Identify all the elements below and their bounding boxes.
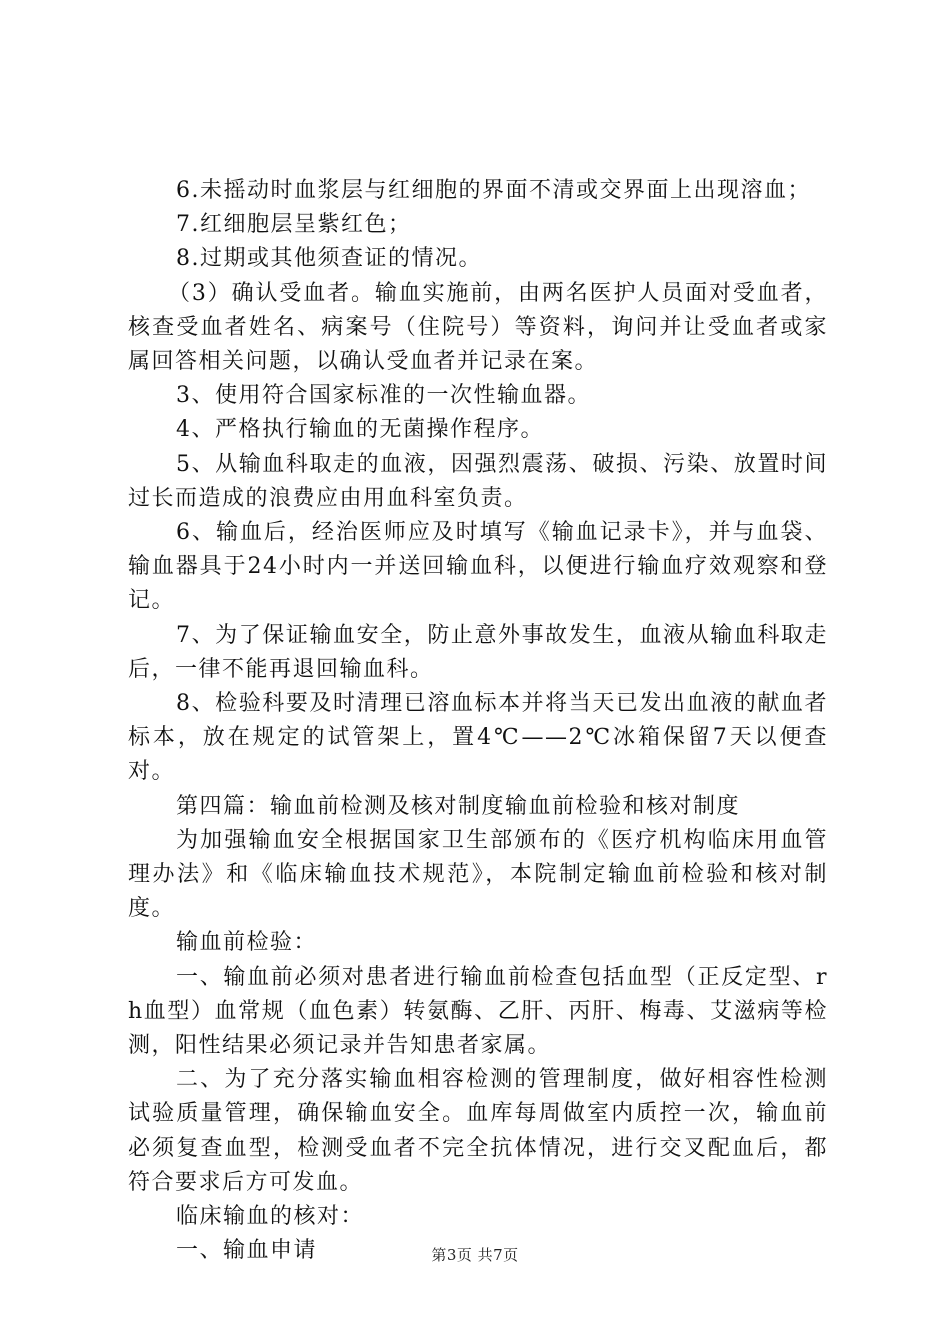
subheading-pre-transfusion-test: 输血前检验： [176, 930, 318, 956]
paragraph-confirm-recipient: （3）确认受血者。输血实施前，由两名医护人员面对受血者，核查受血者姓名、病案号（住院号）等资料，询问并让受血者或家属回答相关问题，以确认受血者并记录在案。 [128, 280, 828, 375]
paragraph-point-6: 6、输血后，经治医师应及时填写《输血记录卡》，并与血袋、输血器具于24小时内一并送回输血科，以便进行输血疗效观察和登记。 [128, 520, 828, 614]
paragraph-point-8: 8、检验科要及时清理已溶血标本并将当天已发出血液的献血者标本，放在规定的试管架上，置4℃——2℃冰箱保留7天以便查对。 [128, 691, 828, 785]
paragraph-check-1: 一、输血申请 [176, 1238, 318, 1264]
subheading-clinical-check: 临床输血的核对： [176, 1204, 365, 1230]
paragraph-item-6: 6.未摇动时血浆层与红细胞的界面不清或交界面上出现溶血； [176, 178, 811, 203]
paragraph-intro: 为加强输血安全根据国家卫生部颁布的《医疗机构临床用血管理办法》和《临床输血技术规范》，本院制定输血前检验和核对制度。 [128, 827, 828, 922]
paragraph-item-7: 7.红细胞层呈紫红色； [176, 212, 412, 238]
paragraph-point-5: 5、从输血科取走的血液，因强烈震荡、破损、污染、放置时间过长而造成的浪费应由用血科室负责。 [128, 451, 828, 511]
paragraph-point-4: 4、严格执行输血的无菌操作程序。 [176, 417, 544, 443]
paragraph-item-8: 8.过期或其他须查证的情况。 [176, 246, 482, 272]
paragraph-test-1: 一、输血前必须对患者进行输血前检查包括血型（正反定型、rh血型）血常规（血色素）转氨酶、乙肝、丙肝、梅毒、艾滋病等检测，阳性结果必须记录并告知患者家属。 [128, 964, 828, 1059]
paragraph-point-3: 3、使用符合国家标准的一次性输血器。 [176, 383, 591, 409]
document-body [128, 174, 828, 1269]
page-footer: 第3页 共7页 [431, 1246, 519, 1264]
paragraph-point-7: 7、为了保证输血安全，防止意外事故发生，血液从输血科取走后，一律不能再退回输血科。 [128, 622, 828, 682]
section-heading: 第四篇：输血前检测及核对制度输血前检验和核对制度 [176, 793, 741, 819]
paragraph-test-2: 二、为了充分落实输血相容检测的管理制度，做好相容性检测试验质量管理，确保输血安全。血库每周做室内质控一次，输血前必须复查血型，检测受血者不完全抗体情况，进行交叉配血后，都符合要求后方可发血。 [128, 1067, 828, 1195]
